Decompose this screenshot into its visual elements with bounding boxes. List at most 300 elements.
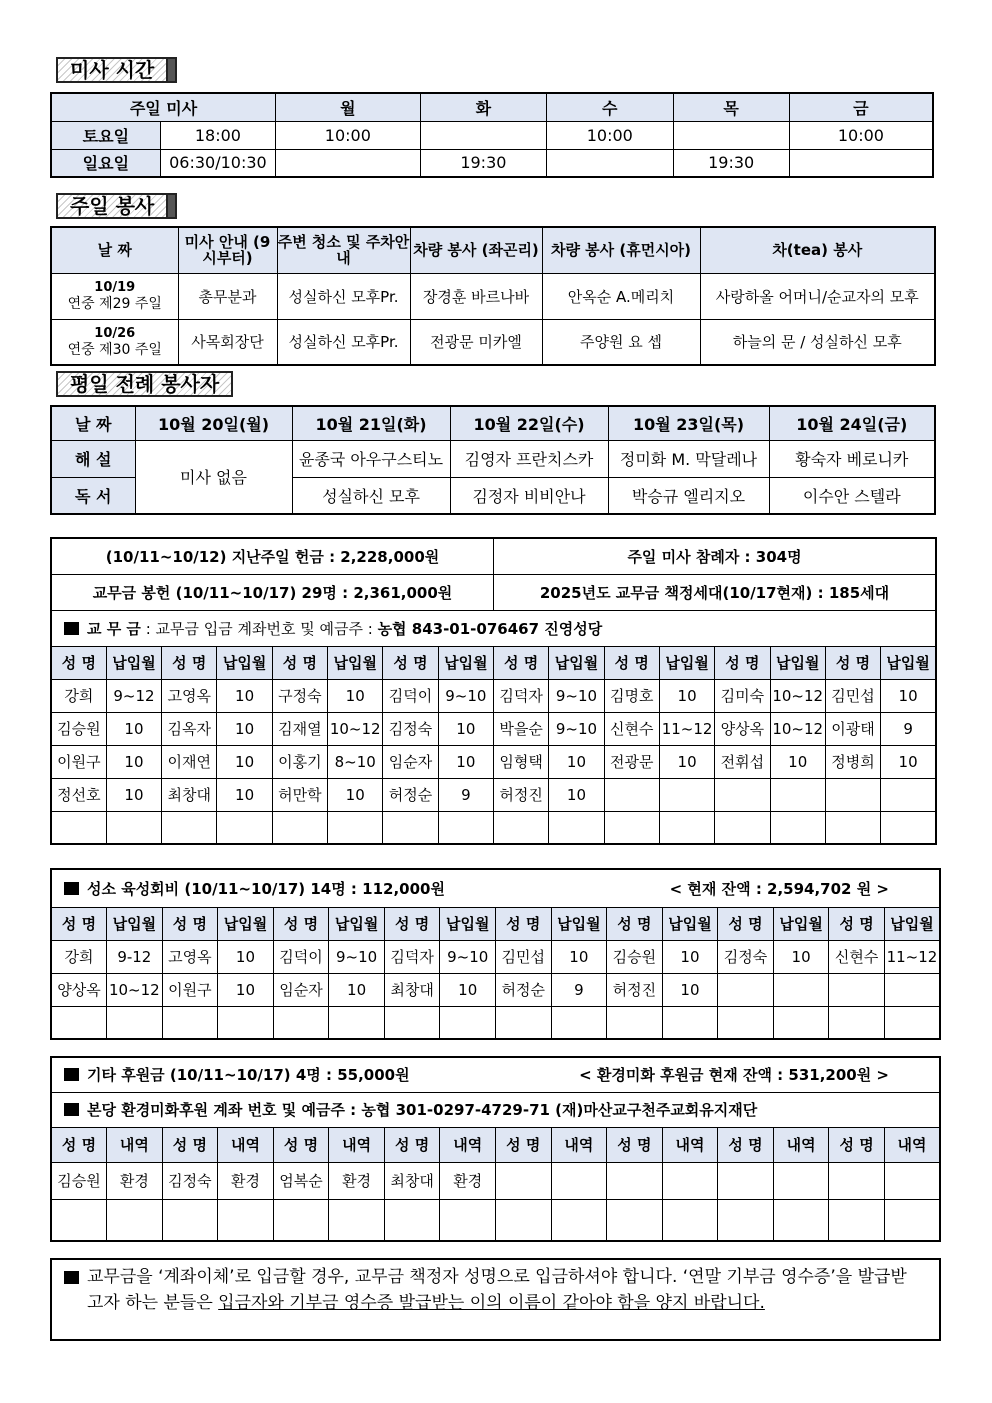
mass-cell bbox=[547, 149, 673, 177]
member-value bbox=[218, 1199, 274, 1241]
column-header-value: 납입월 bbox=[328, 646, 383, 679]
last-sunday-cash: (10/11~10/12) 지난주일 헌금 : 2,228,000원 bbox=[51, 538, 494, 574]
sunday-cell: 안옥순 A.메리치 bbox=[542, 273, 700, 319]
member-value bbox=[770, 811, 825, 844]
member-value bbox=[662, 1199, 718, 1241]
member-name: 김미숙 bbox=[715, 679, 770, 712]
member-name: 강희 bbox=[51, 679, 106, 712]
other-donation-summary: 기타 후원금 (10/11~10/17) 4명 : 55,000원 < 환경미화 후원금 현재 잔액 : 531,200원 > bbox=[51, 1057, 940, 1092]
notice-text: 교무금을 ‘계좌이체’로 입금할 경우, 교무금 책정자 성명으로 입금하셔야 합니다. ‘연말 기부금 영수증’을 발급받고자 하는 분들은 입금자와 기부금 영수증 발급받는 이의 이름이 같아야 함을 양지 바랍니다. bbox=[87, 1267, 907, 1313]
member-name: 이광태 bbox=[825, 712, 880, 745]
section-title-mass: 미사 시간 bbox=[56, 57, 177, 83]
sunday-date: 10/19 연중 제29 주일 bbox=[51, 273, 178, 319]
member-name bbox=[829, 1162, 885, 1199]
member-name bbox=[715, 778, 770, 811]
member-name: 김정숙 bbox=[162, 1162, 218, 1199]
member-value: 10 bbox=[770, 745, 825, 778]
member-value: 10~12 bbox=[328, 712, 383, 745]
member-value: 10 bbox=[662, 973, 718, 1006]
dues-row bbox=[51, 712, 936, 745]
member-name: 임순자 bbox=[383, 745, 438, 778]
weekday-liturgy-table bbox=[50, 405, 936, 515]
column-header-name: 성 명 bbox=[273, 907, 329, 940]
member-name: 김승원 bbox=[607, 940, 663, 973]
sunday-cell: 사목회장단 bbox=[178, 319, 277, 365]
sunday-date: 10/26 연중 제30 주일 bbox=[51, 319, 178, 365]
member-name: 최창대 bbox=[384, 1162, 440, 1199]
mass-cell: 10:00 bbox=[789, 121, 933, 149]
weekday-header: 날 짜 bbox=[51, 406, 135, 440]
mass-row-label: 일요일 bbox=[51, 149, 160, 177]
member-value: 환경 bbox=[107, 1162, 163, 1199]
member-name: 전광문 bbox=[604, 745, 659, 778]
member-name bbox=[718, 1199, 774, 1241]
column-header-value: 납입월 bbox=[438, 646, 493, 679]
mass-header-tue: 화 bbox=[420, 93, 546, 121]
member-name: 신현수 bbox=[604, 712, 659, 745]
environment-balance: < 환경미화 후원금 현재 잔액 : 531,200원 > bbox=[579, 1066, 889, 1085]
column-header-value: 납입월 bbox=[662, 907, 718, 940]
column-header-value: 납입월 bbox=[551, 907, 607, 940]
column-header-name: 성 명 bbox=[718, 907, 774, 940]
mass-row-label: 토요일 bbox=[51, 121, 160, 149]
member-value: 10 bbox=[217, 745, 272, 778]
member-value bbox=[773, 1006, 829, 1039]
column-header-name: 성 명 bbox=[829, 907, 885, 940]
dues-table bbox=[50, 537, 937, 845]
weekday-cell: 이수안 스텔라 bbox=[769, 477, 935, 514]
mass-cell bbox=[420, 121, 546, 149]
member-value: 10 bbox=[662, 940, 718, 973]
column-header-value: 납입월 bbox=[884, 907, 940, 940]
mass-cell: 18:00 bbox=[160, 121, 275, 149]
other-donation-table bbox=[50, 1056, 941, 1242]
column-header-value: 내역 bbox=[107, 1127, 163, 1162]
member-name bbox=[496, 1006, 552, 1039]
member-value: 10 bbox=[218, 973, 274, 1006]
member-value: 10 bbox=[659, 679, 714, 712]
column-header-name: 성 명 bbox=[162, 907, 218, 940]
column-header-value: 내역 bbox=[662, 1127, 718, 1162]
member-value: 10 bbox=[881, 745, 936, 778]
member-name: 김옥자 bbox=[162, 712, 217, 745]
member-name bbox=[829, 1199, 885, 1241]
member-name: 엄복순 bbox=[273, 1162, 329, 1199]
column-header-value: 납입월 bbox=[549, 646, 604, 679]
member-value: 환경 bbox=[440, 1162, 496, 1199]
square-bullet-icon bbox=[64, 622, 79, 635]
member-name: 양상옥 bbox=[715, 712, 770, 745]
sunday-header: 주변 청소 및 주차안내 bbox=[277, 227, 410, 273]
member-name: 김승원 bbox=[51, 712, 106, 745]
column-header-name: 성 명 bbox=[384, 1127, 440, 1162]
member-value: 9~10 bbox=[549, 712, 604, 745]
member-value bbox=[884, 973, 940, 1006]
column-header-value: 내역 bbox=[218, 1127, 274, 1162]
mass-cell: 19:30 bbox=[420, 149, 546, 177]
dues-row bbox=[51, 679, 936, 712]
member-value bbox=[217, 811, 272, 844]
member-name bbox=[494, 811, 549, 844]
square-bullet-icon bbox=[64, 1103, 79, 1116]
mass-header-thu: 목 bbox=[673, 93, 789, 121]
column-header-value: 내역 bbox=[884, 1127, 940, 1162]
weekday-cell: 김정자 비비안나 bbox=[450, 477, 608, 514]
member-value: 10 bbox=[328, 778, 383, 811]
dues-row bbox=[51, 745, 936, 778]
column-header-value: 납입월 bbox=[440, 907, 496, 940]
member-value: 10 bbox=[438, 745, 493, 778]
member-name bbox=[604, 778, 659, 811]
member-name: 김정숙 bbox=[383, 712, 438, 745]
member-name: 이홍기 bbox=[272, 745, 327, 778]
column-header-name: 성 명 bbox=[494, 646, 549, 679]
member-name bbox=[607, 1006, 663, 1039]
member-value bbox=[884, 1162, 940, 1199]
member-name bbox=[825, 778, 880, 811]
member-name: 정선호 bbox=[51, 778, 106, 811]
no-mass-cell: 미사 없음 bbox=[135, 440, 292, 514]
member-value bbox=[662, 1006, 718, 1039]
sunday-service-table bbox=[50, 226, 936, 366]
member-value: 9~10 bbox=[329, 940, 385, 973]
member-value: 10 bbox=[551, 940, 607, 973]
member-name: 김민섭 bbox=[825, 679, 880, 712]
member-value: 9~10 bbox=[549, 679, 604, 712]
member-value: 9 bbox=[438, 778, 493, 811]
member-name: 강희 bbox=[51, 940, 107, 973]
weekday-cell: 성실하신 모후 bbox=[292, 477, 450, 514]
member-name: 이재연 bbox=[162, 745, 217, 778]
member-name: 허정진 bbox=[494, 778, 549, 811]
weekday-row-label: 해 설 bbox=[51, 440, 135, 477]
member-value: 10 bbox=[773, 940, 829, 973]
member-name: 허정순 bbox=[383, 778, 438, 811]
member-name: 이원구 bbox=[162, 973, 218, 1006]
mass-row-sunday bbox=[51, 149, 933, 177]
sunday-cell: 성실하신 모후Pr. bbox=[277, 273, 410, 319]
member-value bbox=[773, 1162, 829, 1199]
member-name: 이원구 bbox=[51, 745, 106, 778]
column-header-value: 납입월 bbox=[773, 907, 829, 940]
column-header-value: 내역 bbox=[440, 1127, 496, 1162]
weekday-cell: 김영자 프란치스카 bbox=[450, 440, 608, 477]
member-name: 김덕이 bbox=[273, 940, 329, 973]
member-value: 11~12 bbox=[659, 712, 714, 745]
member-value bbox=[218, 1006, 274, 1039]
column-header-name: 성 명 bbox=[607, 907, 663, 940]
sunday-row bbox=[51, 273, 935, 319]
column-header-name: 성 명 bbox=[162, 646, 217, 679]
mass-cell: 10:00 bbox=[276, 121, 421, 149]
member-name: 임순자 bbox=[273, 973, 329, 1006]
member-value bbox=[770, 778, 825, 811]
environment-account: 본당 환경미화후원 계좌 번호 및 예금주 : 농협 301-0297-4729-71 (재)마산교구천주교회유지재단 bbox=[51, 1092, 940, 1127]
member-name: 임형택 bbox=[494, 745, 549, 778]
column-header-value: 납입월 bbox=[329, 907, 385, 940]
member-name: 김재열 bbox=[272, 712, 327, 745]
sunday-row bbox=[51, 319, 935, 365]
sunday-cell: 장경훈 바르나바 bbox=[410, 273, 542, 319]
member-value: 10 bbox=[881, 679, 936, 712]
sunday-cell: 사랑하올 어머니/순교자의 모후 bbox=[700, 273, 935, 319]
member-value bbox=[106, 811, 161, 844]
mass-cell bbox=[276, 149, 421, 177]
member-name bbox=[718, 1162, 774, 1199]
square-bullet-icon bbox=[64, 1271, 79, 1284]
member-name: 김명호 bbox=[604, 679, 659, 712]
member-value: 10~12 bbox=[107, 973, 163, 1006]
column-header-name: 성 명 bbox=[825, 646, 880, 679]
column-header-name: 성 명 bbox=[496, 1127, 552, 1162]
other-row bbox=[51, 1162, 940, 1199]
member-value: 10 bbox=[217, 679, 272, 712]
weekday-cell: 박승규 엘리지오 bbox=[608, 477, 769, 514]
member-value bbox=[659, 778, 714, 811]
column-header-name: 성 명 bbox=[383, 646, 438, 679]
member-name: 김승원 bbox=[51, 1162, 107, 1199]
sunday-cell: 총무분과 bbox=[178, 273, 277, 319]
member-name: 김민섭 bbox=[496, 940, 552, 973]
member-value: 10 bbox=[106, 712, 161, 745]
youth-fund-balance: < 현재 잔액 : 2,594,702 원 > bbox=[669, 879, 889, 898]
member-value: 8~10 bbox=[328, 745, 383, 778]
sunday-header: 미사 안내 (9시부터) bbox=[178, 227, 277, 273]
weekday-header: 10월 24일(금) bbox=[769, 406, 935, 440]
member-name bbox=[384, 1199, 440, 1241]
member-value bbox=[549, 811, 604, 844]
mass-header-wed: 수 bbox=[547, 93, 673, 121]
member-name bbox=[607, 1199, 663, 1241]
member-name: 고영옥 bbox=[162, 679, 217, 712]
weekday-header: 10월 23일(목) bbox=[608, 406, 769, 440]
sunday-cell: 전광문 미카엘 bbox=[410, 319, 542, 365]
member-name bbox=[496, 1199, 552, 1241]
member-value bbox=[329, 1199, 385, 1241]
member-name: 양상옥 bbox=[51, 973, 107, 1006]
column-header-name: 성 명 bbox=[51, 1127, 107, 1162]
member-value bbox=[107, 1006, 163, 1039]
youth-row bbox=[51, 1006, 940, 1039]
sunday-cell: 성실하신 모후Pr. bbox=[277, 319, 410, 365]
youth-row bbox=[51, 973, 940, 1006]
column-header-name: 성 명 bbox=[496, 907, 552, 940]
section-title-weekday: 평일 전례 봉사자 bbox=[56, 371, 233, 397]
youth-fund-table bbox=[50, 868, 941, 1040]
mass-header-sunday: 주일 미사 bbox=[51, 93, 276, 121]
member-name bbox=[384, 1006, 440, 1039]
member-name: 김덕자 bbox=[384, 940, 440, 973]
youth-fund-summary: 성소 육성회비 (10/11~10/17) 14명 : 112,000원 < 현재 잔액 : 2,594,702 원 > bbox=[51, 869, 940, 907]
member-value bbox=[881, 811, 936, 844]
column-header-value: 내역 bbox=[551, 1127, 607, 1162]
member-value: 10 bbox=[659, 745, 714, 778]
member-name bbox=[272, 811, 327, 844]
member-value bbox=[773, 973, 829, 1006]
member-name bbox=[718, 1006, 774, 1039]
column-header-value: 납입월 bbox=[217, 646, 272, 679]
member-value: 10 bbox=[106, 778, 161, 811]
member-name: 정병희 bbox=[825, 745, 880, 778]
square-bullet-icon bbox=[64, 882, 79, 895]
sunday-header: 차량 봉사 (좌곤리) bbox=[410, 227, 542, 273]
mass-time-table bbox=[50, 92, 934, 178]
sunday-header: 차(tea) 봉사 bbox=[700, 227, 935, 273]
mass-header-fri: 금 bbox=[789, 93, 933, 121]
member-name: 최창대 bbox=[384, 973, 440, 1006]
member-name bbox=[162, 811, 217, 844]
member-value: 10 bbox=[218, 940, 274, 973]
member-name: 김덕자 bbox=[494, 679, 549, 712]
member-value: 10 bbox=[328, 679, 383, 712]
member-value bbox=[551, 1162, 607, 1199]
member-name bbox=[829, 973, 885, 1006]
weekday-header: 10월 21일(화) bbox=[292, 406, 450, 440]
member-value bbox=[662, 1162, 718, 1199]
member-value: 10 bbox=[217, 712, 272, 745]
member-name bbox=[496, 1162, 552, 1199]
member-name bbox=[273, 1199, 329, 1241]
member-value: 10 bbox=[217, 778, 272, 811]
member-value bbox=[440, 1199, 496, 1241]
member-value: 10 bbox=[329, 973, 385, 1006]
weekday-row-commentary bbox=[51, 440, 935, 477]
member-value bbox=[438, 811, 493, 844]
column-header-value: 납입월 bbox=[218, 907, 274, 940]
dues-row bbox=[51, 778, 936, 811]
column-header-value: 납입월 bbox=[659, 646, 714, 679]
member-name: 전휘섭 bbox=[715, 745, 770, 778]
member-value: 10 bbox=[549, 778, 604, 811]
column-header-name: 성 명 bbox=[51, 646, 106, 679]
member-value: 환경 bbox=[329, 1162, 385, 1199]
member-name bbox=[829, 1006, 885, 1039]
dues-row bbox=[51, 811, 936, 844]
column-header-name: 성 명 bbox=[715, 646, 770, 679]
mass-row-saturday bbox=[51, 121, 933, 149]
column-header-value: 납입월 bbox=[107, 907, 163, 940]
member-name bbox=[162, 1006, 218, 1039]
member-name: 허만학 bbox=[272, 778, 327, 811]
member-name bbox=[273, 1006, 329, 1039]
member-value bbox=[440, 1006, 496, 1039]
section-title-sunday-service: 주일 봉사 bbox=[56, 193, 177, 219]
member-name: 김정숙 bbox=[718, 940, 774, 973]
member-name bbox=[825, 811, 880, 844]
mass-cell bbox=[789, 149, 933, 177]
notice-box bbox=[50, 1258, 941, 1341]
column-header-value: 납입월 bbox=[881, 646, 936, 679]
mass-cell: 19:30 bbox=[673, 149, 789, 177]
member-value bbox=[328, 811, 383, 844]
weekday-header: 10월 20일(월) bbox=[135, 406, 292, 440]
member-name: 허정순 bbox=[496, 973, 552, 1006]
dues-households: 2025년도 교무금 책정세대(10/17현재) : 185세대 bbox=[494, 574, 937, 610]
column-header-name: 성 명 bbox=[384, 907, 440, 940]
member-value: 10~12 bbox=[770, 679, 825, 712]
column-header-name: 성 명 bbox=[604, 646, 659, 679]
dues-offering: 교무금 봉헌 (10/11~10/17) 29명 : 2,361,000원 bbox=[51, 574, 494, 610]
column-header-name: 성 명 bbox=[718, 1127, 774, 1162]
member-name bbox=[51, 811, 106, 844]
member-name bbox=[715, 811, 770, 844]
member-name bbox=[607, 1162, 663, 1199]
weekday-cell: 황숙자 베로니카 bbox=[769, 440, 935, 477]
sunday-cell: 주양원 요 셉 bbox=[542, 319, 700, 365]
sunday-header: 차량 봉사 (휴먼시아) bbox=[542, 227, 700, 273]
member-name: 김덕이 bbox=[383, 679, 438, 712]
column-header-value: 내역 bbox=[773, 1127, 829, 1162]
other-row bbox=[51, 1199, 940, 1241]
member-value: 10 bbox=[440, 973, 496, 1006]
column-header-name: 성 명 bbox=[51, 907, 107, 940]
weekday-header: 10월 22일(수) bbox=[450, 406, 608, 440]
member-value: 9 bbox=[881, 712, 936, 745]
member-value: 10 bbox=[106, 745, 161, 778]
mass-header-mon: 월 bbox=[276, 93, 421, 121]
square-bullet-icon bbox=[64, 1068, 79, 1081]
column-header-value: 납입월 bbox=[106, 646, 161, 679]
member-value bbox=[551, 1006, 607, 1039]
column-header-value: 내역 bbox=[329, 1127, 385, 1162]
member-name: 구정숙 bbox=[272, 679, 327, 712]
member-name: 박을순 bbox=[494, 712, 549, 745]
column-header-name: 성 명 bbox=[272, 646, 327, 679]
member-value: 9~10 bbox=[438, 679, 493, 712]
member-value bbox=[884, 1006, 940, 1039]
mass-cell: 06:30/10:30 bbox=[160, 149, 275, 177]
column-header-name: 성 명 bbox=[273, 1127, 329, 1162]
youth-row bbox=[51, 940, 940, 973]
member-value bbox=[659, 811, 714, 844]
member-name bbox=[51, 1006, 107, 1039]
member-value bbox=[881, 778, 936, 811]
member-value bbox=[884, 1199, 940, 1241]
member-name: 신현수 bbox=[829, 940, 885, 973]
dues-account-row: 교 무 금 : 교무금 입금 계좌번호 및 예금주 : 농협 843-01-076467 진영성당 bbox=[51, 610, 936, 646]
member-name bbox=[383, 811, 438, 844]
member-value: 9~12 bbox=[106, 679, 161, 712]
weekday-row-label: 독 서 bbox=[51, 477, 135, 514]
member-value bbox=[329, 1006, 385, 1039]
member-name: 최창대 bbox=[162, 778, 217, 811]
member-value: 10~12 bbox=[770, 712, 825, 745]
mass-attendance: 주일 미사 참례자 : 304명 bbox=[494, 538, 937, 574]
member-name bbox=[604, 811, 659, 844]
member-name: 허정진 bbox=[607, 973, 663, 1006]
weekday-cell: 윤종국 아우구스티노 bbox=[292, 440, 450, 477]
member-value: 9~10 bbox=[440, 940, 496, 973]
member-name bbox=[51, 1199, 107, 1241]
column-header-name: 성 명 bbox=[162, 1127, 218, 1162]
member-value: 9 bbox=[551, 973, 607, 1006]
mass-cell: 10:00 bbox=[547, 121, 673, 149]
sunday-header: 날 짜 bbox=[51, 227, 178, 273]
member-name: 고영옥 bbox=[162, 940, 218, 973]
column-header-value: 납입월 bbox=[770, 646, 825, 679]
mass-cell bbox=[673, 121, 789, 149]
column-header-name: 성 명 bbox=[829, 1127, 885, 1162]
member-value: 9-12 bbox=[107, 940, 163, 973]
member-value bbox=[551, 1199, 607, 1241]
member-value: 10 bbox=[438, 712, 493, 745]
member-name bbox=[718, 973, 774, 1006]
sunday-cell: 하늘의 문 / 성실하신 모후 bbox=[700, 319, 935, 365]
member-value bbox=[107, 1199, 163, 1241]
member-value: 환경 bbox=[218, 1162, 274, 1199]
member-value bbox=[773, 1199, 829, 1241]
weekday-cell: 정미화 M. 막달레나 bbox=[608, 440, 769, 477]
